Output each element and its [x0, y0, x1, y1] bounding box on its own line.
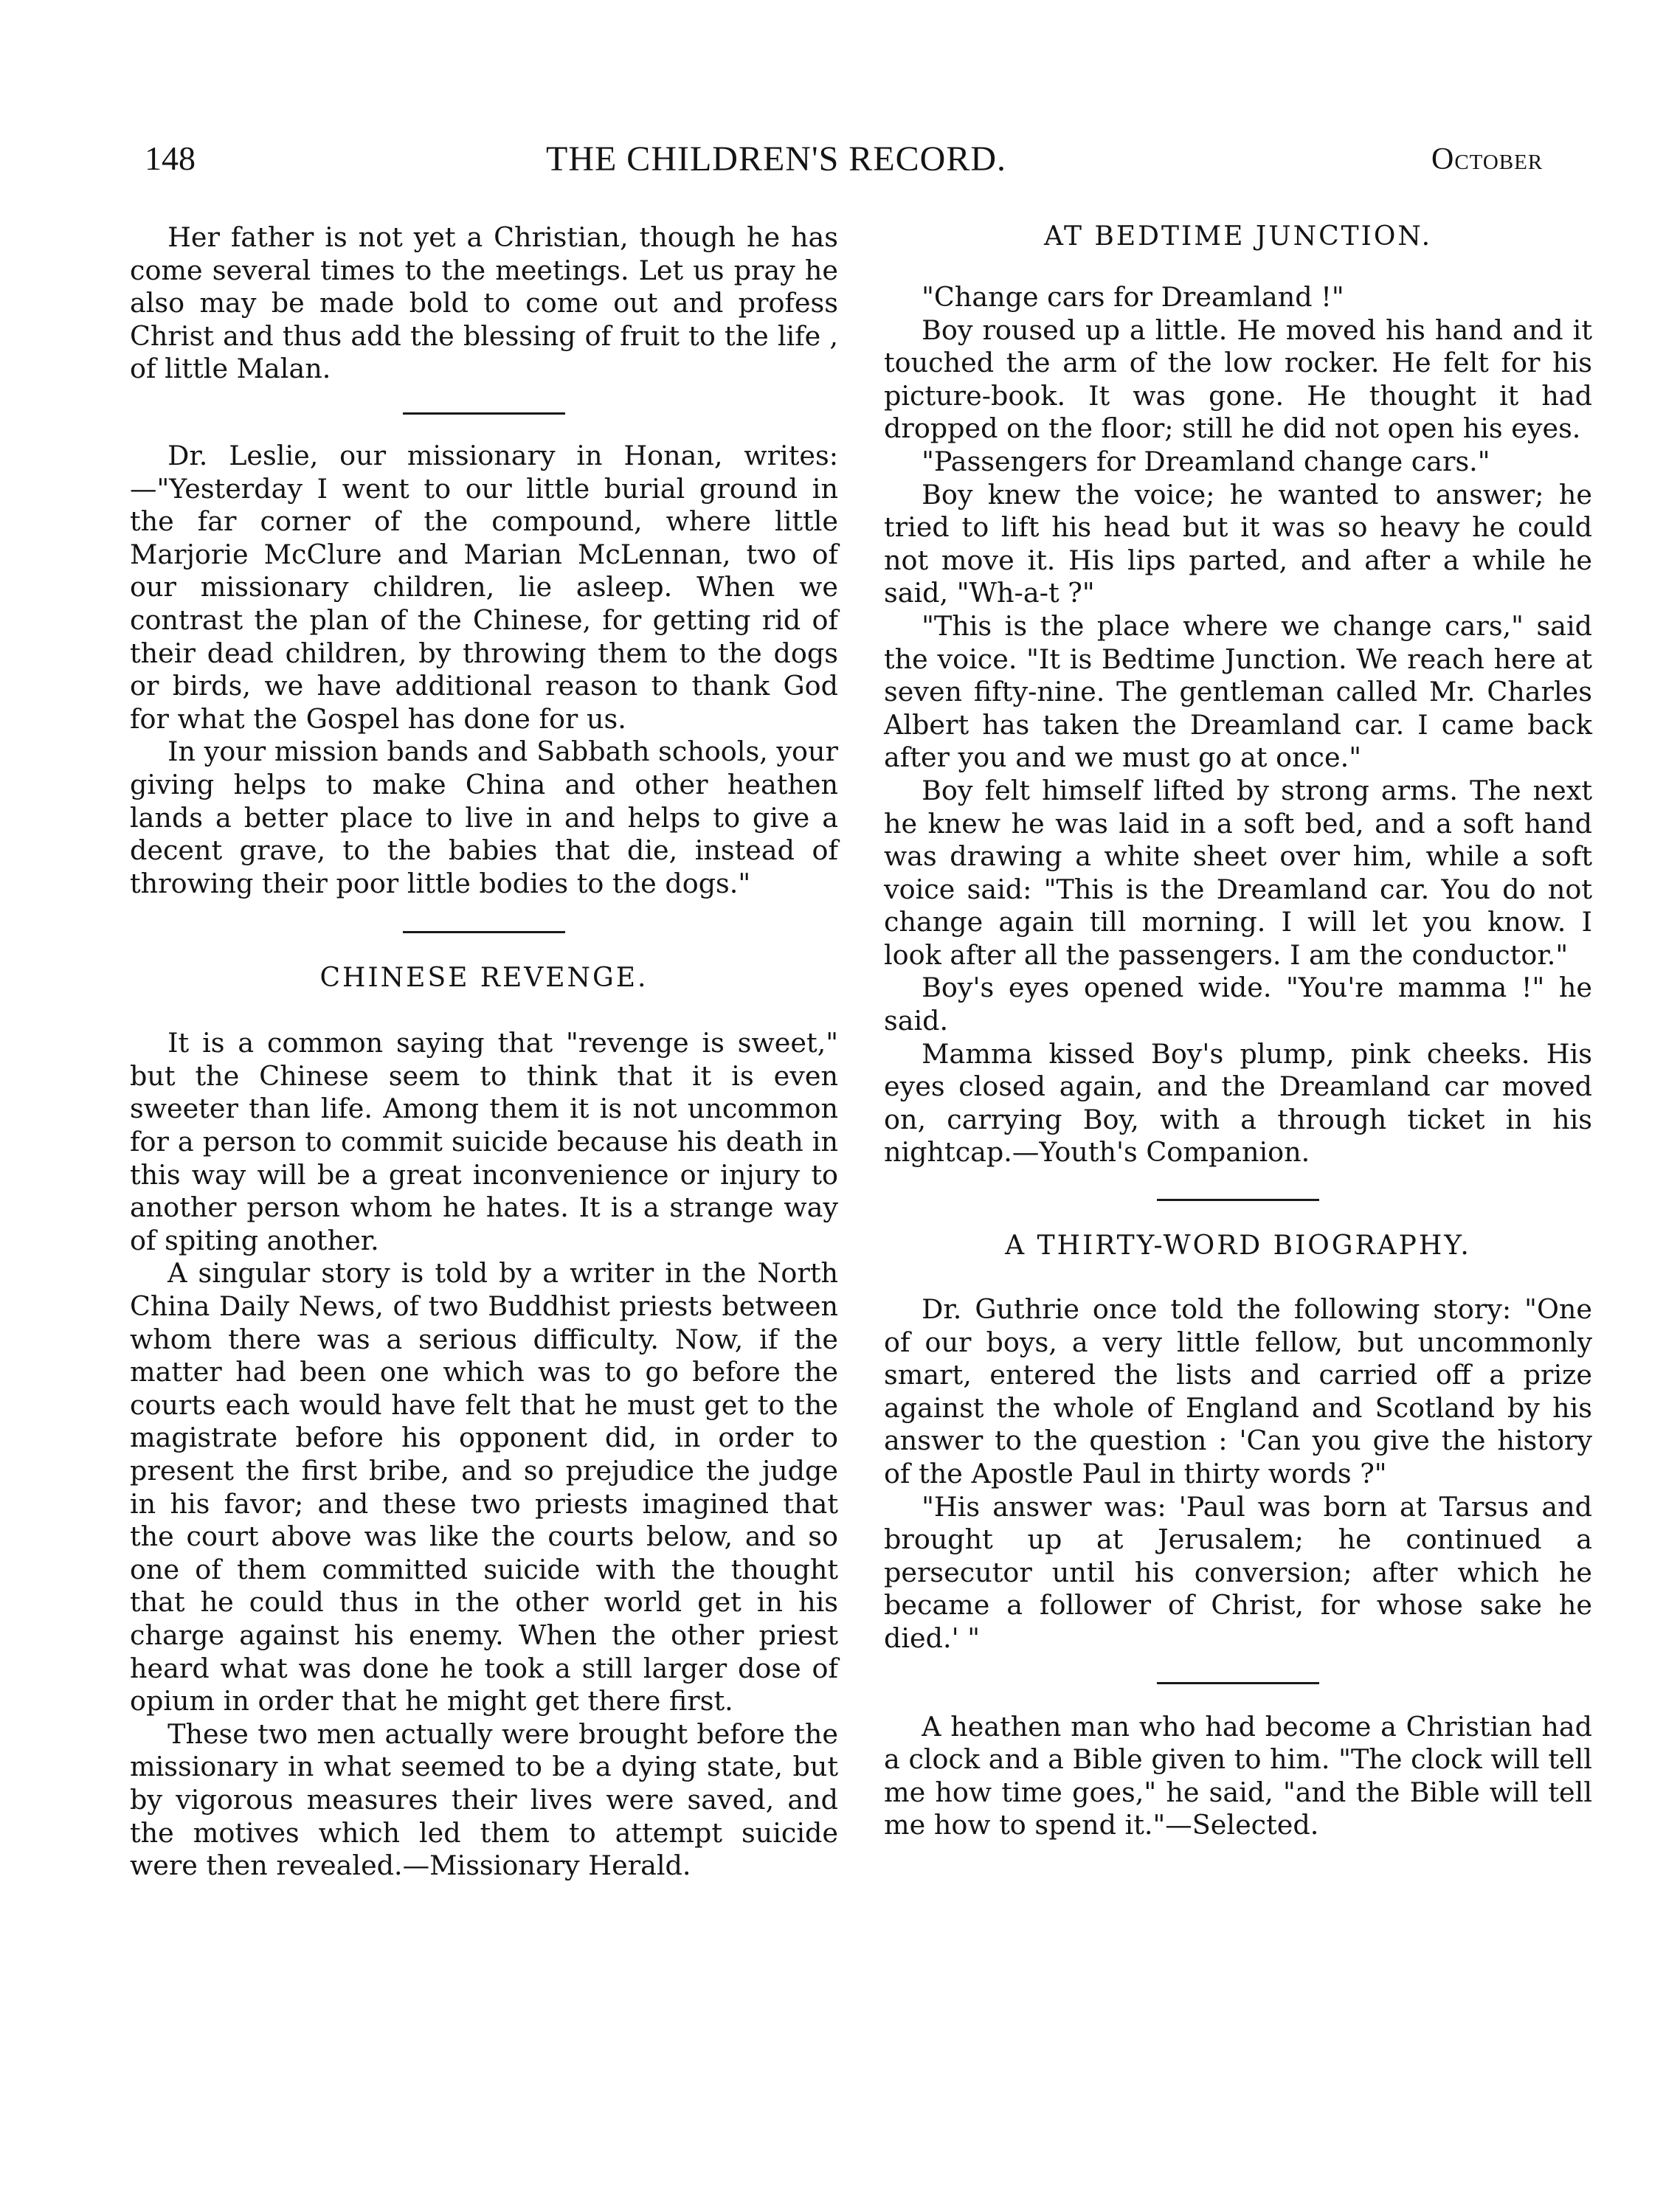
article-title: AT BEDTIME JUNCTION. — [1043, 221, 1433, 252]
story-paragraph: Boy knew the voice; he wanted to answer; he tried to lift his head but it was so heavy he could not move it. His lips parted, and after a while he said, "Wh-a-t ?" — [884, 478, 1592, 609]
story-paragraph: "Passengers for Dreamland change cars." — [922, 445, 1490, 477]
story-paragraph: Boy felt himself lifted by strong arms. The next he knew he was laid in a soft bed, and a soft hand was drawing a white sheet over him, while a soft voice said: "This is the Dreamland car. You do not change again till morning. I will let you know. I look after all the passengers. I am the conductor." — [884, 774, 1592, 971]
right-column — [884, 221, 1592, 1842]
article-paragraph: Dr. Guthrie once told the following story: "One of our boys, a very little fellow, but uncommonly smart, entered the lists and carried off a prize against the whole of England and Scotland by his answer to the question : 'Can you give the history of the Apostle Paul in thirty words ?" — [884, 1293, 1592, 1489]
leslie-paragraph: Dr. Leslie, our missionary in Honan, writes: —"Yesterday I went to our little burial ground in the far corner of the compound, where little Marjorie McClure and Marian McLennan, two of our missionary children, lie asleep. When we contrast the plan of the Chinese, for getting rid of their dead children, by throwing them to the dogs or birds, we have additional reason to thank God for what the Gospel has done for us. — [130, 439, 838, 735]
article-paragraph: A singular story is told by a writer in the North China Daily News, of two Buddhist priests between whom there was a serious difficulty. Now, if the matter had been one which was to go before the courts each would have felt that he must get to the magistrate before his opponent did, in order to present the first bribe, and so prejudice the judge in his favor; and these two priests imagined that the court above was like the courts below, and so one of them committed suicide with the thought that he could thus in the other world get in his charge against his enemy. When the other priest heard what was done he took a still larger dose of opium in order that he might get there first. — [130, 1257, 838, 1717]
issue-month: October — [1431, 142, 1544, 176]
story-paragraph: "Change cars for Dreamland !" — [922, 281, 1344, 313]
article-paragraph: These two men actually were brought before the missionary in what seemed to be a dying state, but by vigorous measures their lives were saved, and the motives which led them to attempt suicide were then revealed.—Missionary Herald. — [130, 1717, 838, 1882]
section-divider — [403, 412, 565, 415]
story-paragraph: Mamma kissed Boy's plump, pink cheeks. His eyes closed again, and the Dreamland car moved on, carrying Boy, with a through ticket in his nightcap.—Youth's Companion. — [884, 1037, 1592, 1169]
article-title: CHINESE REVENGE. — [319, 963, 649, 994]
story-paragraph: Boy's eyes opened wide. "You're mamma !" he said. — [884, 972, 1592, 1037]
section-divider — [403, 931, 565, 933]
left-column — [130, 221, 838, 1883]
article-paragraph: A heathen man who had become a Christian had a clock and a Bible given to him. "The clock will tell me how time goes," he said, "and the Bible will tell me how to spend it."—Selected. — [884, 1710, 1592, 1841]
leslie-paragraph: In your mission bands and Sabbath schools, your giving helps to make China and other heathen lands a better place to live in and helps to give a decent grave, to the babies that die, instead of throwing their poor little bodies to the dogs." — [130, 736, 838, 899]
running-title: THE CHILDREN'S RECORD. — [546, 139, 1006, 179]
article-paragraph: It is a common saying that "revenge is sweet," but the Chinese seem to think that it is even sweeter than life. Among them it is not uncommon for a person to commit suicide because his death in this way will be a great inconvenience or injury to another person whom he hates. It is a strange way of spiting another. — [130, 1027, 838, 1256]
article-title: A THIRTY-WORD BIOGRAPHY. — [1005, 1231, 1471, 1262]
story-paragraph: "This is the place where we change cars," said the voice. "It is Bedtime Junction. We reach here at seven fifty-nine. The gentleman called Mr. Charles Albert has taken the Dreamland car. I came back after you and we must go at once." — [884, 609, 1592, 774]
page-header — [0, 139, 1680, 190]
article-paragraph: "His answer was: 'Paul was born at Tarsus and brought up at Jerusalem; he continued a persecutor until his conversion; after which he became a follower of Christ, for whose sake he died.' " — [884, 1490, 1592, 1654]
page-number: 148 — [145, 139, 196, 177]
section-divider — [1157, 1682, 1319, 1684]
intro-paragraph: Her father is not yet a Christian, though he has come several times to the meetings. Let us pray he also may be made bold to come out and profess Christ and thus add the blessing of fruit to the life , of little Malan. — [130, 221, 838, 385]
section-divider — [1157, 1199, 1319, 1201]
story-paragraph: Boy roused up a little. He moved his hand and it touched the arm of the low rocker. He felt for his picture-book. It was gone. He thought it had dropped on the floor; still he did not open his eyes. — [884, 314, 1592, 445]
